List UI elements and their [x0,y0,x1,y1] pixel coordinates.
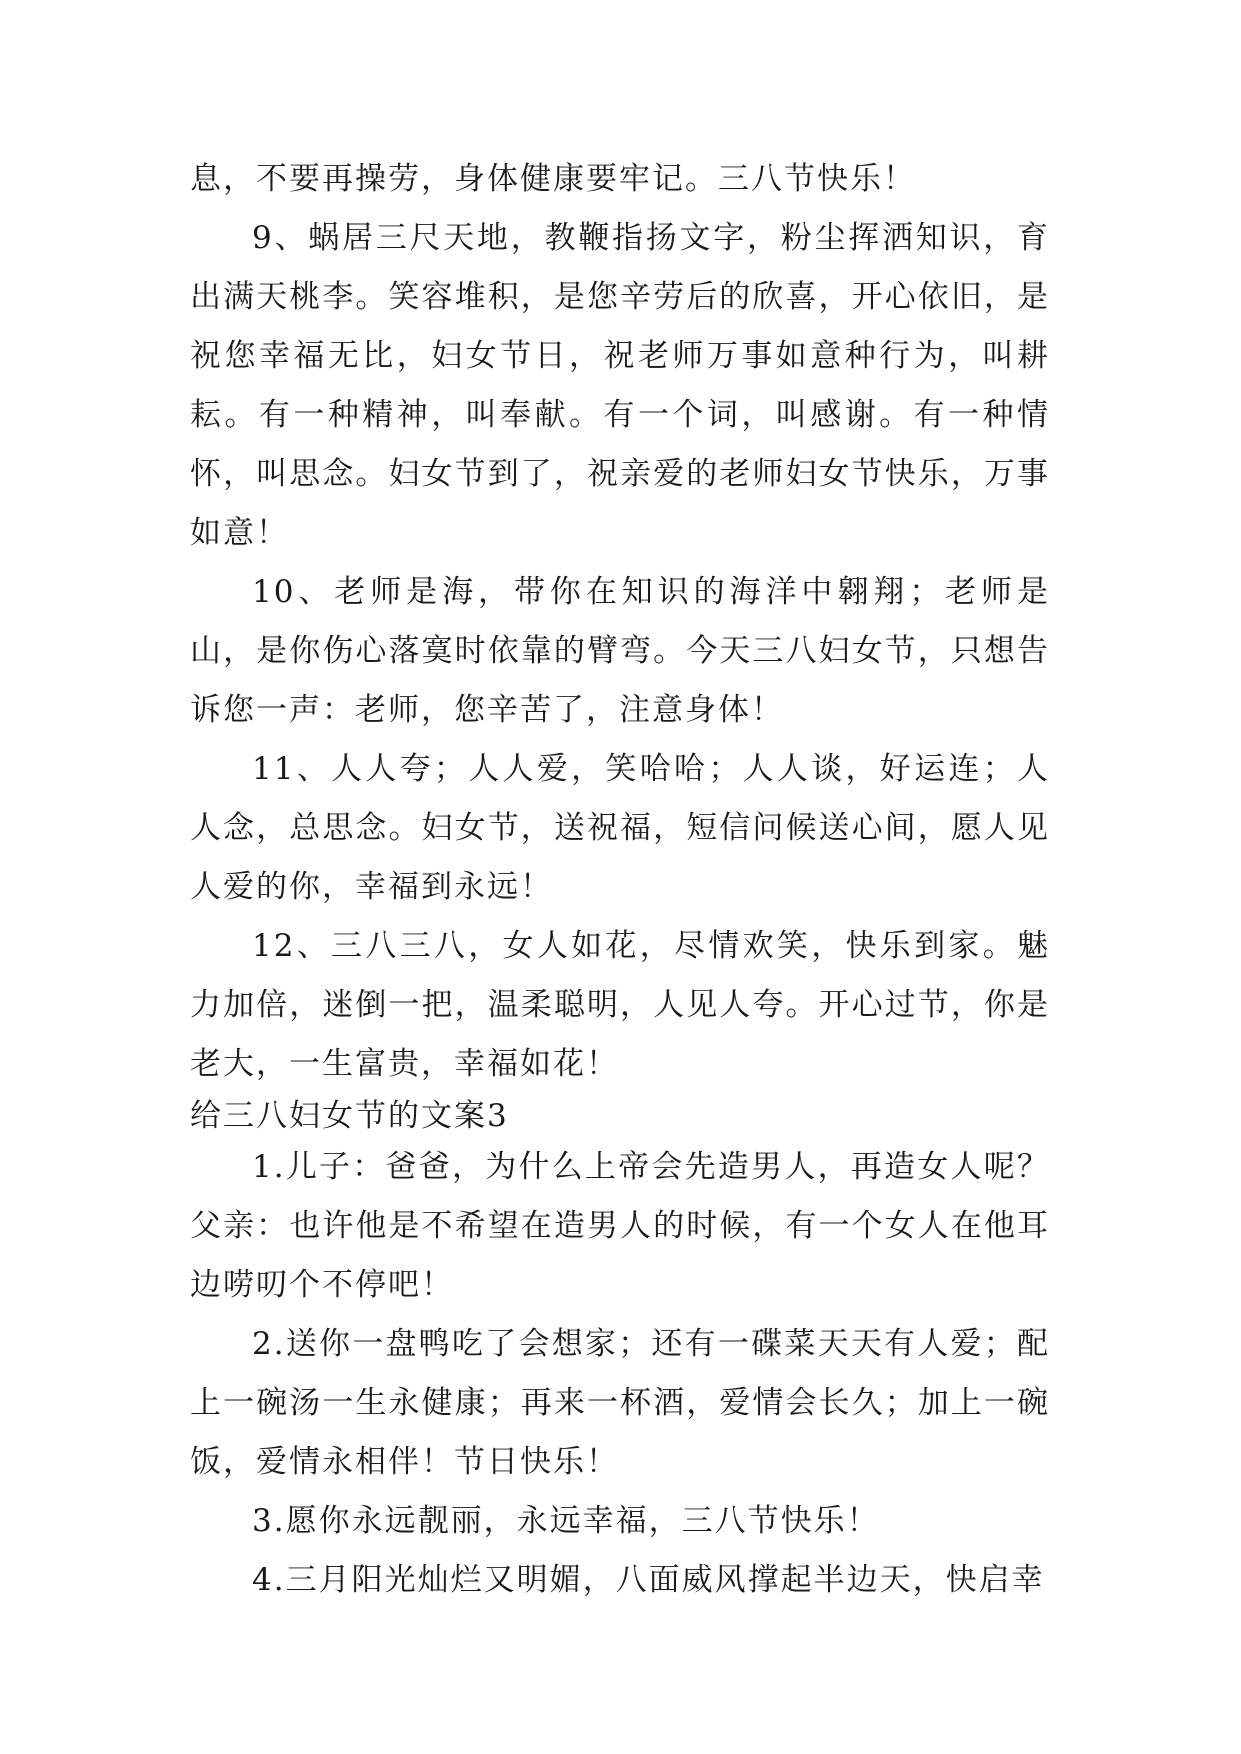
paragraph-item-11: 11、人人夸；人人爱，笑哈哈；人人谈，好运连；人人念，总思念。妇女节，送祝福，短信问候送心间，愿人见人爱的你，幸福到永远！ [190,751,1050,905]
section-heading: 给三八妇女节的文案3 [190,1098,509,1134]
paragraph-item-12: 12、三八三八，女人如花，尽情欢笑，快乐到家。魅力加倍，迷倒一把，温柔聪明，人见人夸。开心过节，你是老大，一生富贵，幸福如花！ [190,928,1050,1082]
paragraph-continuation: 息，不要再操劳，身体健康要牢记。三八节快乐！ [190,161,916,197]
paragraph-item-9: 9、蜗居三尺天地，教鞭指扬文字，粉尘挥洒知识，育出满天桃李。笑容堆积，是您辛劳后的欣喜，开心依旧，是祝您幸福无比，妇女节日，祝老师万事如意种行为，叫耕耘。有一种精神，叫奉献。有一个词，叫感谢。有一种情怀，叫思念。妇女节到了，祝亲爱的老师妇女节快乐，万事如意！ [190,220,1050,551]
paragraph-item-10: 10、老师是海，带你在知识的海洋中翱翔；老师是山，是你伤心落寞时依靠的臂弯。今天三八妇女节，只想告诉您一声：老师，您辛苦了，注意身体！ [190,574,1050,728]
section-paragraph-1: 1.儿子：爸爸，为什么上帝会先造男人，再造女人呢？父亲：也许他是不希望在造男人的时候，有一个女人在他耳边唠叨个不停吧！ [190,1149,1050,1303]
section-paragraph-2: 2.送你一盘鸭吃了会想家；还有一碟菜天天有人爱；配上一碗汤一生永健康；再来一杯酒，爱情会长久；加上一碗饭，爱情永相伴！节日快乐！ [190,1326,1050,1480]
section-paragraph-4: 4.三月阳光灿烂又明媚，八面威风撑起半边天，快启幸 [252,1562,1045,1598]
document-page [190,150,1050,1610]
section-paragraph-3: 3.愿你永远靓丽，永远幸福，三八节快乐！ [252,1503,880,1539]
